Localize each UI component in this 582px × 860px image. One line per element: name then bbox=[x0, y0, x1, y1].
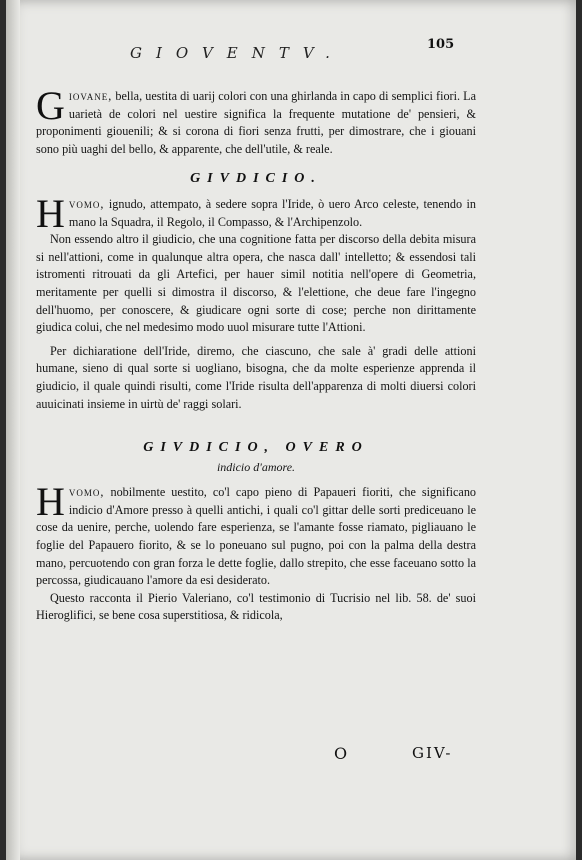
entry-lead: vomo, bbox=[68, 485, 105, 500]
drop-cap: H bbox=[36, 190, 65, 236]
paragraph: Per dichiaratione dell'Iride, diremo, che ciascuno, che sale à' gradi delle attioni humane, sieno di qual sorte si uogliano, bisogna, che da molte esperienze apprenda il giudicio, il quale quindi risulti, come l'Iride risulta dell'apparenza di molti diuersi colori auuicinati insieme in uirtù de' raggi solari. bbox=[36, 343, 476, 411]
entry-giudicio-amore bbox=[36, 479, 477, 590]
entry-text: nobilmente uestito, co'l capo pieno di Papaueri fioriti, che significano indicio d'Amore presso à quelli antichi, i quali co'l gittar delle sorti prediceuano le cose da uenire, perche, uolendo fare esperienza, se l'amante fosse riamato, pigliauano le foglie del Papauero fiorito, & se lo poneuano sul pugno, poi con la palma della destra mano, percuotendo con gran forza le dette foglie, dallo strepito, che esse faceuano sotto la percossa, giudicauano l'amore da esi desiderato. bbox=[36, 485, 477, 588]
signature-mark: O bbox=[334, 744, 348, 763]
page-number: 105 bbox=[427, 37, 455, 52]
running-header: GIOVENTV. bbox=[130, 44, 344, 62]
section-title: GIVDICIO, OVERO bbox=[143, 440, 369, 456]
paragraph: Questo racconta il Pierio Valeriano, co'l testimonio di Tucrisio nel lib. 58. de' suoi Hieroglifici, se bene cosa superstitiosa, & ridicola, bbox=[36, 590, 476, 623]
section-title: GIVDICIO. bbox=[190, 171, 322, 187]
drop-cap: G bbox=[36, 83, 65, 128]
catchword: GIV- bbox=[412, 744, 453, 762]
paragraph: Non essendo altro il giudicio, che una cognitione fatta per discorso della debita misura si nell'attioni, come in qualunque altra opera, che nasca dall' intelletto; & essendosi tali istromenti ritrouati da gli Artefici, per hauer simil notitia nell'opere di Geometria, meritamente per quelli si dimostra il discorso, & l'elettione, che deue fare l'ingegno dell'huomo, per conoscere, & giudicare ogni sorte di cose; perche non dirittamente giudica colui, che nel medesimo modo uuol misurare tutte l'Attioni. bbox=[36, 232, 476, 335]
entry-gioventu bbox=[36, 83, 477, 158]
entry-lead: iovane, bbox=[68, 89, 113, 103]
page-content bbox=[36, 83, 477, 625]
entry-lead: vomo, bbox=[68, 196, 105, 211]
entry-giudicio bbox=[36, 190, 476, 236]
section-subtitle: indicio d'amore. bbox=[216, 459, 296, 474]
drop-cap: H bbox=[36, 479, 65, 525]
page-gutter-shadow bbox=[6, 0, 20, 860]
entry-text: bella, uestita di uarij colori con una ghirlanda in capo di semplici fiori. La uarietà de colori nel uestire significa la frequente mutatione de' pensieri, & proponimenti giouenili; & si corona di fiori senza frutti, per dimostrare, che i giouani sono più uaghi del bello, & apparente, che dell'utile, & reale. bbox=[36, 89, 477, 156]
entry-text: ignudo, attempato, à sedere sopra l'Iride, ò uero Arco celeste, tenendo in mano la Squadra, il Regolo, il Compasso, & l'Archipenzolo. bbox=[68, 196, 476, 229]
